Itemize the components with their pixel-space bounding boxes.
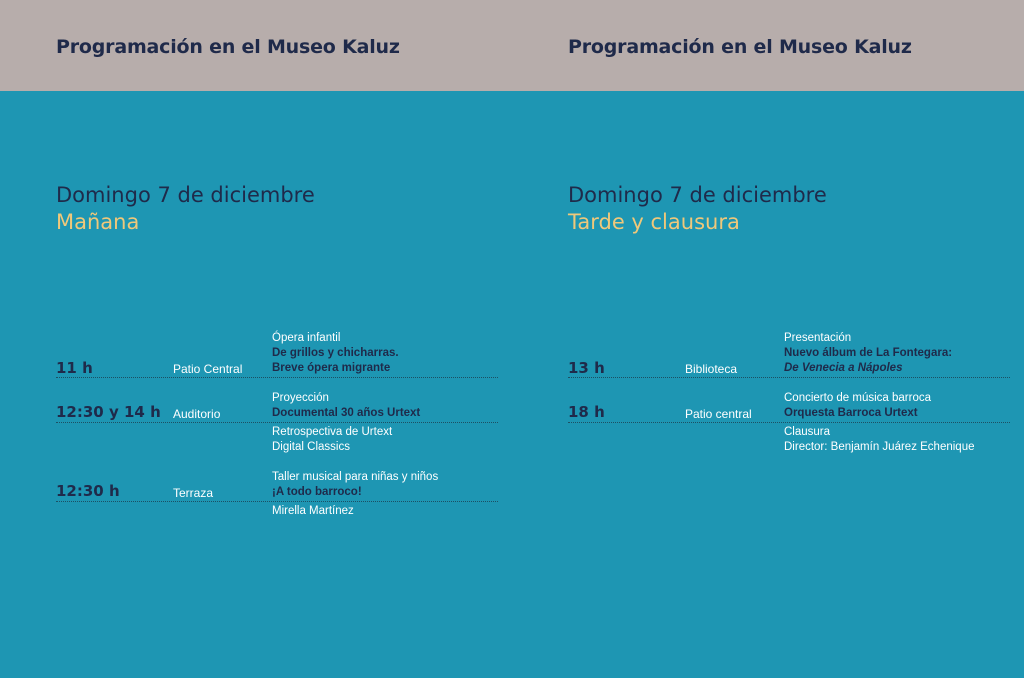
event-type: Taller musical para niñas y niños	[272, 471, 439, 483]
event-detail: Director: Benjamín Juárez Echenique	[784, 441, 975, 453]
event-title: De grillos y chicharras.	[272, 347, 399, 359]
event-title: Nuevo álbum de La Fontegara:	[784, 347, 953, 359]
row-divider	[568, 422, 1010, 423]
left-day-heading: Domingo 7 de diciembre	[56, 183, 315, 207]
event-time: 18 h	[568, 403, 605, 421]
event-place: Terraza	[173, 486, 214, 500]
event-type: Proyección	[272, 392, 329, 404]
content-area	[0, 91, 1024, 678]
event-title: ¡A todo barroco!	[272, 486, 362, 498]
event-title: De Venecia a Nápoles	[784, 362, 903, 374]
event-title: Documental 30 años Urtext	[272, 407, 421, 419]
right-header-title: Programación en el Museo Kaluz	[568, 36, 912, 58]
event-place: Biblioteca	[685, 362, 738, 376]
event-type: Presentación	[784, 332, 852, 344]
row-divider	[56, 422, 498, 423]
event-place: Auditorio	[173, 407, 221, 421]
row-divider	[568, 377, 1010, 378]
row-divider	[56, 377, 498, 378]
right-session-heading: Tarde y clausura	[568, 210, 740, 234]
header-band	[0, 0, 1024, 91]
right-day-heading: Domingo 7 de diciembre	[568, 183, 827, 207]
event-time: 13 h	[568, 359, 605, 377]
event-detail: Retrospectiva de Urtext	[272, 426, 393, 438]
left-session-heading: Mañana	[56, 210, 140, 234]
event-time: 12:30 h	[56, 482, 120, 500]
event-place: Patio central	[685, 407, 752, 421]
event-title: Breve ópera migrante	[272, 362, 391, 374]
event-time: 11 h	[56, 359, 93, 377]
event-detail: Digital Classics	[272, 441, 350, 453]
row-divider	[56, 501, 498, 502]
event-time: 12:30 y 14 h	[56, 403, 161, 421]
event-detail: Clausura	[784, 426, 831, 438]
event-place: Patio Central	[173, 362, 243, 376]
left-header-title: Programación en el Museo Kaluz	[56, 36, 400, 58]
event-type: Concierto de música barroca	[784, 392, 932, 404]
event-title: Orquesta Barroca Urtext	[784, 407, 918, 419]
event-detail: Mirella Martínez	[272, 505, 354, 517]
event-type: Ópera infantil	[272, 332, 341, 344]
